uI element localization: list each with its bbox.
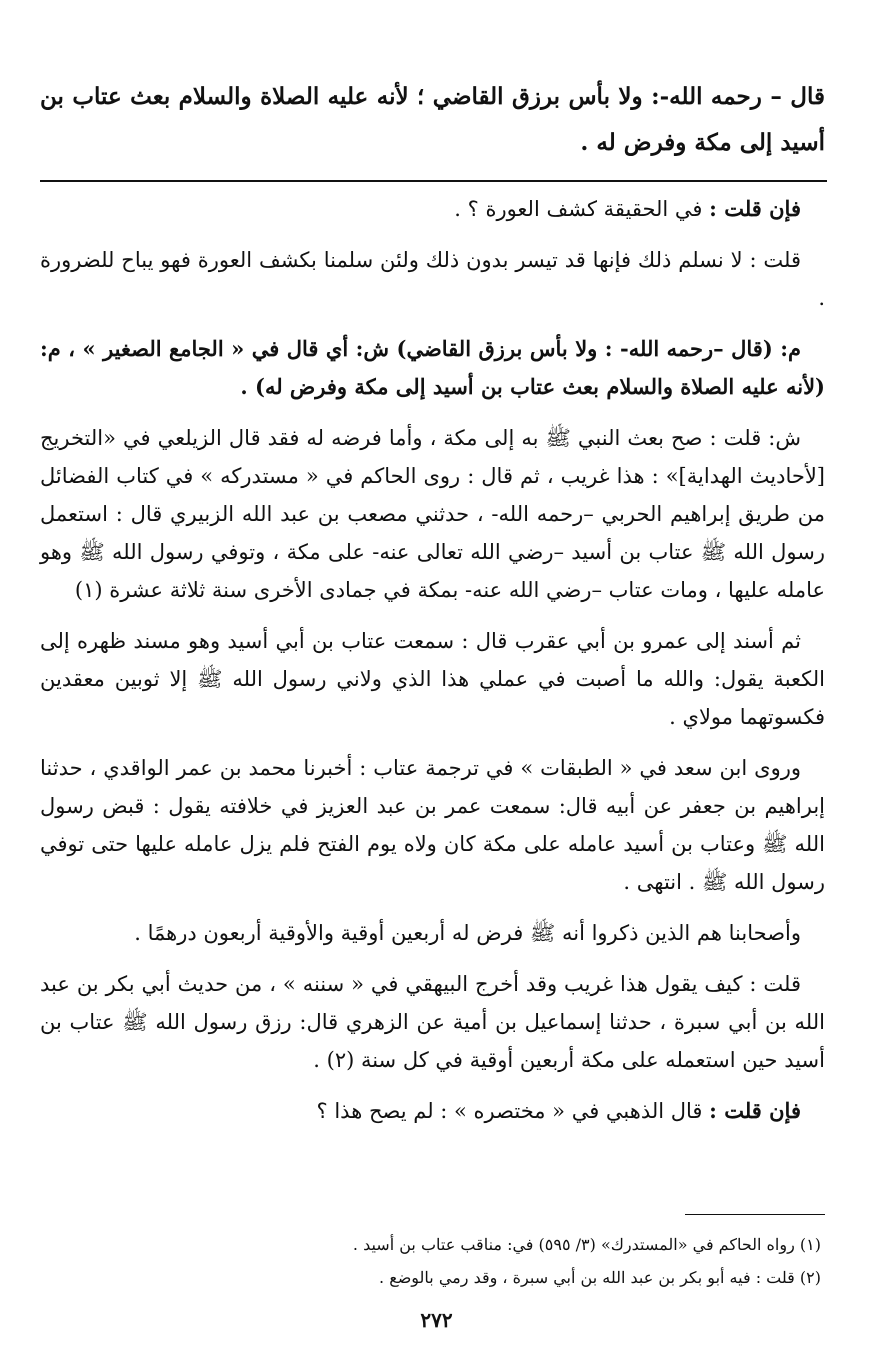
paragraph	[40, 1092, 825, 1130]
paragraph	[40, 622, 825, 736]
paragraph-text: قال الذهبي في « مختصره » : لم يصح هذا ؟	[316, 1099, 710, 1123]
paragraph	[40, 914, 825, 952]
paragraph	[40, 419, 825, 609]
paragraph	[40, 241, 825, 317]
paragraph-text: ش: قلت : صح بعث النبي ﷺ به إلى مكة ، وأما فرضه له فقد قال الزيلعي في «التخريج [لأحاديث الهداية]» : هذا غريب ، ثم قال : روى الحاكم في « مستدركه » في كتاب الفضائل من طريق إبراهيم الحربي –رحمه الله- ، حدثني مصعب بن عبد الله الزبيري قال : استعمل رسول الله ﷺ عتاب بن أسيد –رضي الله تعالى عنه- على مكة ، وتوفي رسول الله ﷺ وهو عامله عليها ، ومات عتاب –رضي الله عنه- بمكة في جمادى الأخرى سنة ثلاثة عشرة (١)	[40, 426, 825, 602]
paragraph	[40, 190, 825, 228]
separator-line	[40, 180, 827, 182]
paragraph-text: م: (قال –رحمه الله- : ولا بأس برزق القاضي) ش: أي قال في « الجامع الصغير » ، م: (لأنه عليه الصلاة والسلام بعث عتاب بن أسيد إلى مكة وفرض له) .	[40, 336, 825, 399]
footnote: (١) رواه الحاكم في «المستدرك» (٣/ ٥٩٥) في: مناقب عتاب بن أسيد .	[352, 1235, 821, 1254]
paragraph-label: فإن قلت :	[709, 196, 801, 221]
matn-text: قال – رحمه الله-: ولا بأس برزق القاضي ؛ لأنه عليه الصلاة والسلام بعث عتاب بن أسيد إلى مكة وفرض له .	[40, 83, 825, 156]
paragraph-text: في الحقيقة كشف العورة ؟ .	[454, 197, 710, 221]
paragraph-label: فإن قلت :	[709, 1098, 801, 1123]
paragraph-text: ثم أسند إلى عمرو بن أبي عقرب قال : سمعت عتاب بن أبي أسيد وهو مسند ظهره إلى الكعبة يقول: والله ما أصبت في عملي هذا الذي ولاني رسول الله ﷺ إلا ثوبين معقدين فكسوتهما مولاي .	[40, 629, 825, 729]
footnote-separator	[685, 1214, 825, 1215]
paragraph	[40, 749, 825, 901]
footnotes	[40, 1228, 821, 1294]
paragraph-text: قلت : كيف يقول هذا غريب وقد أخرج البيهقي في « سننه » ، من حديث أبي بكر بن عبد الله بن أبي سبرة ، حدثنا إسماعيل بن أمية عن الزهري قال: رزق رسول الله ﷺ عتاب بن أسيد حين استعمله على مكة أربعين أوقية في كل سنة (٢) .	[40, 972, 825, 1072]
page-number: ٢٧٢	[420, 1308, 453, 1332]
commentary-body	[40, 190, 825, 1143]
paragraph	[40, 965, 825, 1079]
paragraph-text: قلت : لا نسلم ذلك فإنها قد تيسر بدون ذلك ولئن سلمنا بكشف العورة فهو يباح للضرورة .	[40, 248, 825, 310]
paragraph-text: وأصحابنا هم الذين ذكروا أنه ﷺ فرض له أربعين أوقية والأوقية أربعون درهمًا .	[134, 921, 801, 945]
footnote: (٢) قلت : فيه أبو بكر بن عبد الله بن أبي سبرة ، وقد رمي بالوضع .	[379, 1268, 821, 1287]
paragraph	[40, 330, 825, 406]
paragraph-text: وروى ابن سعد في « الطبقات » في ترجمة عتاب : أخبرنا محمد بن عمر الواقدي ، حدثنا إبراهيم بن جعفر عن أبيه قال: سمعت عمر بن عبد العزيز في خلافته يقول : قبض رسول الله ﷺ وعتاب بن أسيد عامله على مكة كان ولاه يوم الفتح فلم يزل عامله عليها حتى توفي رسول الله ﷺ . انتهى .	[40, 756, 825, 894]
